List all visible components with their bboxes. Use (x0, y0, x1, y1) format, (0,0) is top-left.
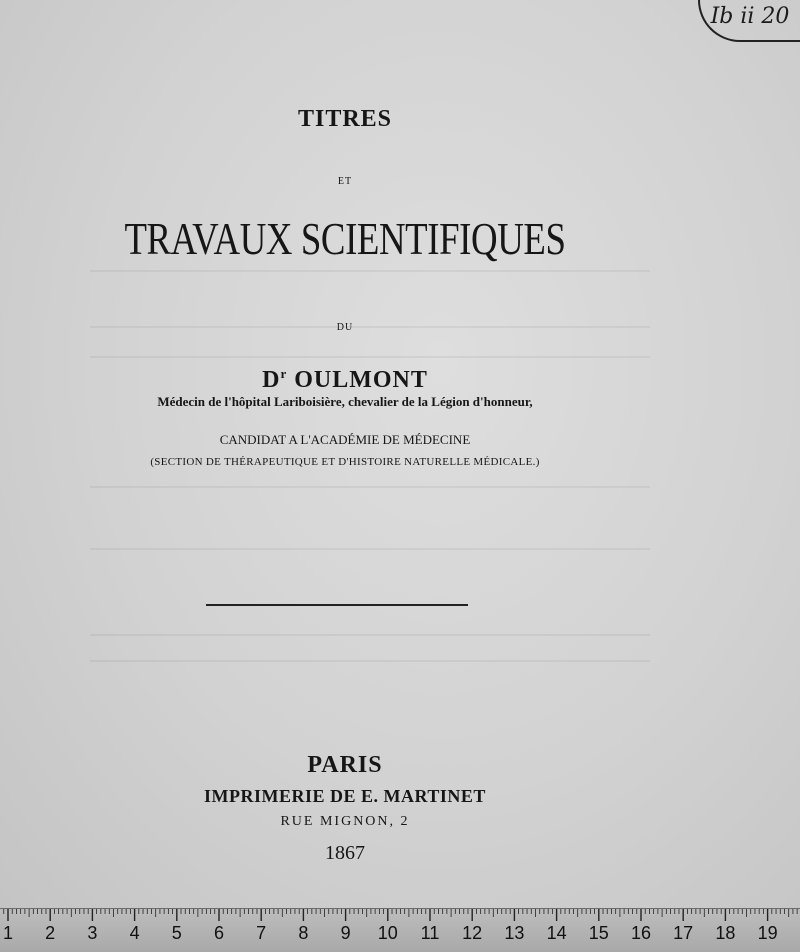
printer-address: RUE MIGNON, 2 (280, 814, 410, 829)
author-prefix-superscript: r (280, 366, 288, 381)
ruler-label: 4 (129, 923, 140, 943)
heading-conjunction: ET (337, 176, 353, 187)
ruler-label: 18 (715, 923, 736, 943)
author-name (0, 366, 690, 394)
ruler-label: 11 (420, 923, 440, 943)
ruler-label: 17 (673, 923, 694, 943)
main-title: TRAVAUX SCIENTIFIQUES (124, 213, 566, 264)
heading-titres: TITRES (297, 106, 393, 132)
publication-city: PARIS (307, 752, 383, 778)
printer-name: IMPRIMERIE DE E. MARTINET (204, 786, 486, 806)
section-line: (SECTION DE THÉRAPEUTIQUE ET D'HISTOIRE NATURELLE MÉDICALE.) (150, 456, 540, 468)
measuring-ruler (0, 908, 800, 952)
ruler-label: 19 (757, 923, 778, 943)
bleed-through-line (90, 660, 650, 662)
author-position: Médecin de l'hôpital Lariboisière, chevalier de la Légion d'honneur, (157, 394, 533, 409)
ruler-label: 16 (630, 923, 652, 943)
ruler-label: 10 (377, 923, 398, 943)
ruler-label: 7 (256, 923, 267, 943)
candidacy-line: CANDIDAT A L'ACADÉMIE DE MÉDECINE (219, 432, 471, 447)
author-prefix: D (262, 367, 281, 393)
ruler-label: 6 (213, 923, 225, 943)
horizontal-rule (206, 604, 468, 606)
publication-year: 1867 (325, 842, 365, 864)
bleed-through-line (90, 548, 650, 550)
bleed-through-line (90, 356, 650, 358)
ruler-label: 5 (171, 923, 182, 943)
bleed-through-line (90, 486, 650, 488)
ruler-label: 12 (462, 923, 483, 943)
ruler-label: 9 (340, 923, 351, 943)
handwritten-shelfmark: Ib ii 20 (698, 0, 800, 42)
ruler-label: 14 (546, 923, 567, 943)
ruler-label: 8 (298, 923, 309, 943)
heading-preposition: DU (336, 322, 354, 333)
ruler-label: 13 (504, 923, 525, 943)
author-surname: OULMONT (287, 367, 428, 393)
ruler-label: 2 (45, 923, 56, 943)
bleed-through-line (90, 634, 650, 636)
bleed-through-line (90, 270, 650, 272)
ruler-label: 1 (2, 923, 14, 943)
ruler-label: 3 (87, 923, 98, 943)
ruler-label: 15 (588, 923, 609, 943)
